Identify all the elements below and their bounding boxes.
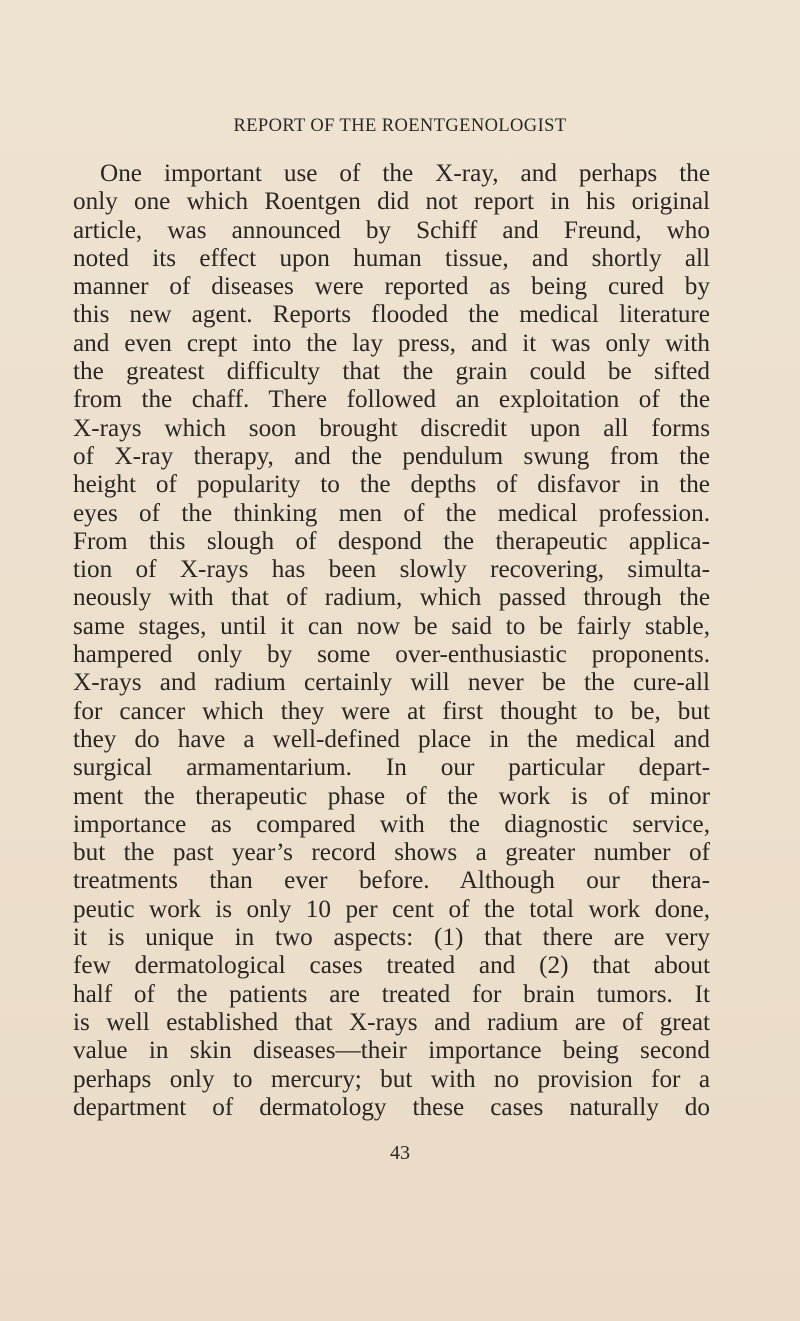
text-line: perhaps only to mercury; but with no provision for a [73, 1065, 710, 1093]
text-line: X-rays which soon brought discredit upon all forms [73, 414, 710, 442]
page-number: 43 [390, 1142, 410, 1164]
text-line: half of the patients are treated for brain tumors. It [73, 980, 710, 1008]
text-line: eyes of the thinking men of the medical profession. [73, 499, 710, 527]
text-line: and even crept into the lay press, and it was only with [73, 329, 710, 357]
text-line: department of dermatology these cases naturally do [73, 1093, 710, 1121]
text-line: ment the therapeutic phase of the work is of minor [73, 782, 710, 810]
text-line: importance as compared with the diagnostic service, [73, 810, 710, 838]
text-line: they do have a well-defined place in the medical and [73, 725, 710, 753]
text-line: height of popularity to the depths of disfavor in the [73, 471, 710, 499]
text-line: From this slough of despond the therapeutic applica- [73, 527, 710, 555]
text-line: is well established that X-rays and radium are of great [73, 1008, 710, 1036]
text-line: X-rays and radium certainly will never be the cure-all [73, 669, 710, 697]
text-line: article, was announced by Schiff and Freund, who [73, 216, 710, 244]
text-line: it is unique in two aspects: (1) that there are very [73, 924, 710, 952]
body-paragraph [73, 160, 710, 1122]
text-line: of X-ray therapy, and the pendulum swung from the [73, 442, 710, 470]
text-line: hampered only by some over-enthusiastic proponents. [73, 641, 710, 669]
text-line: manner of diseases were reported as being cured by [73, 273, 710, 301]
text-line: tion of X-rays has been slowly recovering, simulta- [73, 556, 710, 584]
text-line: surgical armamentarium. In our particular depart- [73, 754, 710, 782]
text-line: few dermatological cases treated and (2) that about [73, 952, 710, 980]
text-line: for cancer which they were at first thought to be, but [73, 697, 710, 725]
text-line: the greatest difficulty that the grain could be sifted [73, 358, 710, 386]
text-line: peutic work is only 10 per cent of the total work done, [73, 895, 710, 923]
text-line: from the chaff. There followed an exploitation of the [73, 386, 710, 414]
text-line: this new agent. Reports flooded the medical literature [73, 301, 710, 329]
text-line: treatments than ever before. Although our thera- [73, 867, 710, 895]
text-line: One important use of the X-ray, and perhaps the [100, 160, 710, 187]
text-line: only one which Roentgen did not report in his original [73, 188, 710, 216]
text-line: noted its effect upon human tissue, and shortly all [73, 244, 710, 272]
text-line: but the past year’s record shows a greater number of [73, 839, 710, 867]
running-head: REPORT OF THE ROENTGENOLOGIST [233, 116, 567, 136]
text-line: same stages, until it can now be said to be fairly stable, [73, 612, 710, 640]
text-line: neously with that of radium, which passed through the [73, 584, 710, 612]
text-line: value in skin diseases—their importance being second [73, 1037, 710, 1065]
